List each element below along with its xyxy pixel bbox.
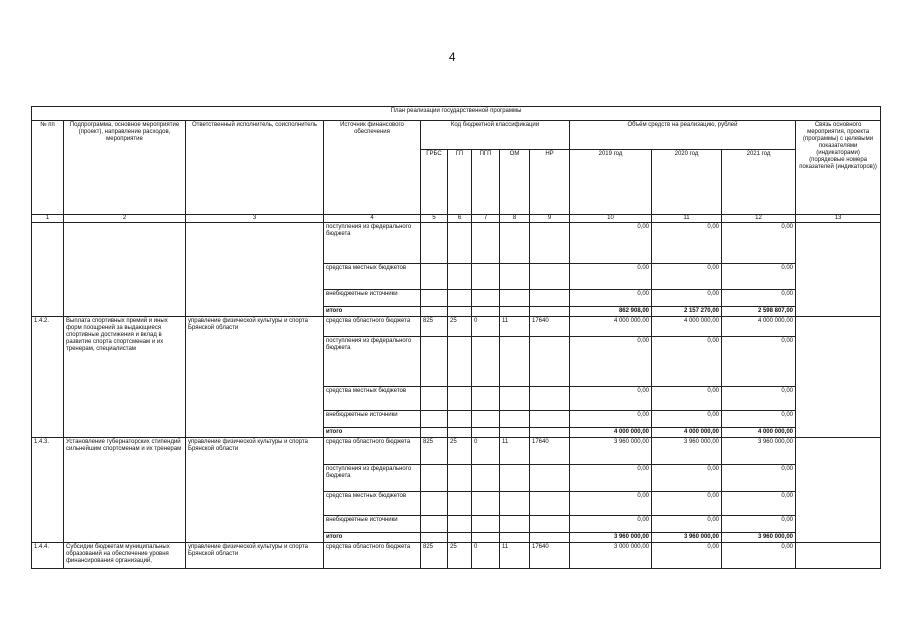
header-2020: 2020 год bbox=[652, 150, 722, 215]
link-cell bbox=[796, 317, 881, 438]
value-2019: 0,00 bbox=[570, 516, 652, 533]
value-2019: 0,00 bbox=[570, 465, 652, 492]
table-row bbox=[32, 543, 881, 569]
header-pgp: ПГП bbox=[472, 150, 500, 215]
table-title: План реализации государственной программы bbox=[32, 107, 881, 121]
num-cell bbox=[32, 223, 64, 317]
source-cell: внебюджетные источники bbox=[324, 290, 421, 307]
source-cell: итого bbox=[324, 533, 421, 543]
grbs-cell: 825 bbox=[421, 438, 448, 465]
value-2019: 0,00 bbox=[570, 492, 652, 516]
column-number: 12 bbox=[722, 215, 796, 223]
header-num: № пп bbox=[32, 121, 64, 215]
gp-cell: 25 bbox=[448, 317, 472, 337]
num-cell: 1.4.2. bbox=[32, 317, 64, 438]
link-cell bbox=[796, 438, 881, 543]
value-2021: 4 000 000,00 bbox=[722, 428, 796, 438]
header-grbs: ГРБС bbox=[421, 150, 448, 215]
pgp-cell: 0 bbox=[472, 438, 500, 465]
gp-cell: 25 bbox=[448, 438, 472, 465]
value-2021: 0,00 bbox=[722, 465, 796, 492]
source-cell: поступления из федерального бюджета bbox=[324, 223, 421, 264]
column-number: 7 bbox=[472, 215, 500, 223]
column-number: 3 bbox=[186, 215, 324, 223]
pgp-cell: 0 bbox=[472, 317, 500, 337]
om-cell: 11 bbox=[500, 317, 530, 337]
num-cell: 1.4.3. bbox=[32, 438, 64, 543]
value-2021: 3 960 000,00 bbox=[722, 438, 796, 465]
value-2021: 0,00 bbox=[722, 387, 796, 411]
value-2020: 0,00 bbox=[652, 290, 722, 307]
value-2021: 0,00 bbox=[722, 543, 796, 569]
link-cell bbox=[796, 223, 881, 317]
header-nr: НР bbox=[530, 150, 570, 215]
page-number: 4 bbox=[448, 50, 457, 64]
value-2021: 0,00 bbox=[722, 223, 796, 264]
value-2020: 0,00 bbox=[652, 264, 722, 290]
value-2020: 0,00 bbox=[652, 492, 722, 516]
value-2019: 0,00 bbox=[570, 223, 652, 264]
source-cell: поступления из федерального бюджета bbox=[324, 465, 421, 492]
value-2021: 4 000 000,00 bbox=[722, 317, 796, 337]
header-source: Источник финансового обеспечения bbox=[324, 121, 421, 215]
source-cell: средства местных бюджетов bbox=[324, 264, 421, 290]
value-2021: 0,00 bbox=[722, 337, 796, 387]
value-2019: 0,00 bbox=[570, 337, 652, 387]
value-2020: 0,00 bbox=[652, 387, 722, 411]
column-number: 11 bbox=[652, 215, 722, 223]
column-number: 8 bbox=[500, 215, 530, 223]
value-2019: 0,00 bbox=[570, 290, 652, 307]
name-cell: Выплата спортивных премий и иных форм поощрений за выдающиеся спортивные достижения и вклад в развитие спорта спортсменам и их тренерам, специалистам bbox=[64, 317, 186, 438]
source-cell: средства областного бюджета bbox=[324, 317, 421, 337]
responsible-cell: управление физической культуры и спорта Брянской области bbox=[186, 438, 324, 543]
name-cell: Установление губернаторских стипендий сильнейшим спортсменам и их тренерам bbox=[64, 438, 186, 543]
value-2020: 0,00 bbox=[652, 223, 722, 264]
name-cell: Субсидии бюджетам муниципальных образований на обеспечение уровня финансирования организаций, bbox=[64, 543, 186, 569]
value-2021: 3 960 000,00 bbox=[722, 533, 796, 543]
implementation-plan-table bbox=[31, 106, 881, 569]
column-number: 2 bbox=[64, 215, 186, 223]
value-2021: 2 598 807,00 bbox=[722, 307, 796, 317]
value-2021: 0,00 bbox=[722, 290, 796, 307]
source-cell: средства областного бюджета bbox=[324, 543, 421, 569]
source-cell: средства областного бюджета bbox=[324, 438, 421, 465]
name-cell bbox=[64, 223, 186, 317]
value-2019: 4 000 000,00 bbox=[570, 428, 652, 438]
value-2021: 0,00 bbox=[722, 492, 796, 516]
nr-cell: 17640 bbox=[530, 438, 570, 465]
responsible-cell: управление физической культуры и спорта Брянской области bbox=[186, 543, 324, 569]
source-cell: средства местных бюджетов bbox=[324, 492, 421, 516]
value-2020: 4 000 000,00 bbox=[652, 317, 722, 337]
value-2020: 0,00 bbox=[652, 465, 722, 492]
value-2020: 0,00 bbox=[652, 543, 722, 569]
column-number-row bbox=[32, 215, 881, 223]
value-2019: 0,00 bbox=[570, 387, 652, 411]
table-row bbox=[32, 317, 881, 337]
value-2019: 4 000 000,00 bbox=[570, 317, 652, 337]
grbs-cell: 825 bbox=[421, 543, 448, 569]
value-2020: 0,00 bbox=[652, 337, 722, 387]
value-2019: 0,00 bbox=[570, 264, 652, 290]
column-number: 4 bbox=[324, 215, 421, 223]
value-2019: 3 000 000,00 bbox=[570, 543, 652, 569]
column-number: 5 bbox=[421, 215, 448, 223]
column-number: 1 bbox=[32, 215, 64, 223]
header-responsible: Ответственный исполнитель, соисполнитель bbox=[186, 121, 324, 215]
value-2020: 0,00 bbox=[652, 516, 722, 533]
om-cell: 11 bbox=[500, 438, 530, 465]
responsible-cell: управление физической культуры и спорта Брянской области bbox=[186, 317, 324, 438]
source-cell: итого bbox=[324, 428, 421, 438]
column-number: 13 bbox=[796, 215, 881, 223]
nr-cell: 17640 bbox=[530, 317, 570, 337]
source-cell: поступления из федерального бюджета bbox=[324, 337, 421, 387]
column-number: 6 bbox=[448, 215, 472, 223]
value-2020: 0,00 bbox=[652, 411, 722, 428]
link-cell bbox=[796, 543, 881, 569]
source-cell: внебюджетные источники bbox=[324, 516, 421, 533]
value-2021: 0,00 bbox=[722, 264, 796, 290]
table-row bbox=[32, 438, 881, 465]
column-number: 10 bbox=[570, 215, 652, 223]
value-2020: 2 157 270,00 bbox=[652, 307, 722, 317]
value-2020: 4 000 000,00 bbox=[652, 428, 722, 438]
column-number: 9 bbox=[530, 215, 570, 223]
grbs-cell: 825 bbox=[421, 317, 448, 337]
table-row bbox=[32, 223, 881, 264]
value-2020: 3 960 000,00 bbox=[652, 438, 722, 465]
num-cell: 1.4.4. bbox=[32, 543, 64, 569]
header-budget-code: Код бюджетной классификации bbox=[421, 121, 570, 150]
value-2021: 0,00 bbox=[722, 411, 796, 428]
gp-cell: 25 bbox=[448, 543, 472, 569]
value-2019: 3 960 000,00 bbox=[570, 533, 652, 543]
nr-cell: 17640 bbox=[530, 543, 570, 569]
header-subprogram: Подпрограмма, основное мероприятие (проект), направление расходов, мероприятие bbox=[64, 121, 186, 215]
header-volume: Объём средств на реализацию, рублей bbox=[570, 121, 796, 150]
value-2019: 3 960 000,00 bbox=[570, 438, 652, 465]
source-cell: итого bbox=[324, 307, 421, 317]
pgp-cell: 0 bbox=[472, 543, 500, 569]
header-om: ОМ bbox=[500, 150, 530, 215]
header-gp: ГП bbox=[448, 150, 472, 215]
om-cell: 11 bbox=[500, 543, 530, 569]
value-2019: 0,00 bbox=[570, 411, 652, 428]
header-2021: 2021 год bbox=[722, 150, 796, 215]
value-2021: 0,00 bbox=[722, 516, 796, 533]
header-2019: 2019 год bbox=[570, 150, 652, 215]
source-cell: средства местных бюджетов bbox=[324, 387, 421, 411]
responsible-cell bbox=[186, 223, 324, 317]
value-2019: 862 908,00 bbox=[570, 307, 652, 317]
header-link: Связь основного мероприятия, проекта (программы) с целевыми показателями (индикаторами) (порядковые номера показателей (индикаторов)) bbox=[796, 121, 881, 215]
source-cell: внебюджетные источники bbox=[324, 411, 421, 428]
value-2020: 3 960 000,00 bbox=[652, 533, 722, 543]
